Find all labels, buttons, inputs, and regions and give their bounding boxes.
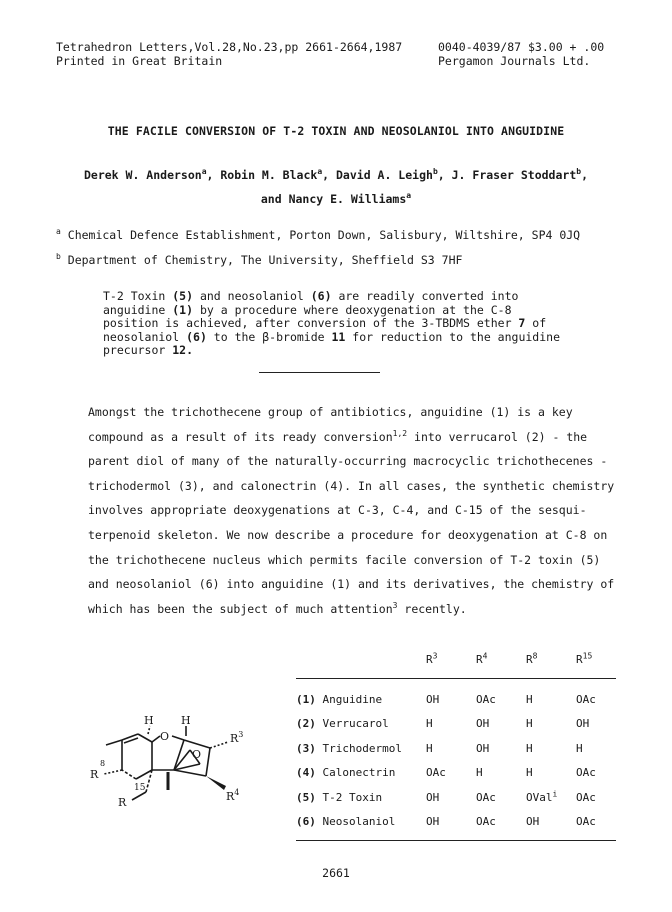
r15-cell: OAc: [576, 766, 596, 780]
compound-cell: (4) Calonectrin: [296, 766, 396, 780]
ring-oxygen-label: O: [160, 730, 170, 743]
compound-ref: 11: [331, 329, 346, 344]
r4-cell: OAc: [476, 790, 496, 804]
hydrogen-label: H: [181, 714, 191, 727]
author-separator: ,: [322, 168, 336, 182]
substituent-table: [296, 640, 616, 841]
r4-cell: OH: [476, 717, 490, 731]
r8-superscript: 8: [100, 759, 106, 768]
issn-price: 0040-4039/87 $3.00 + .00: [438, 40, 605, 54]
affiliation-a: [56, 228, 580, 242]
author-name: and Nancy E. Williams: [260, 192, 407, 206]
r15-cell: OAc: [576, 815, 596, 829]
hydrogen-label: H: [144, 714, 154, 727]
epoxide-oxygen-label: O: [192, 748, 202, 761]
reference-mark: 1,2: [392, 428, 408, 438]
publisher: Pergamon Journals Ltd.: [438, 54, 591, 68]
r8-cell: OH: [526, 815, 540, 829]
table-header-blank: [296, 640, 426, 679]
body-text: Amongst the trichothecene group of antibiotics, anguidine (1) is a key compound as a result of its ready conversion$^{1,2}$ into verrucarol (2) - the parent diol of many of the naturally-occurring macrocyclic trichothecenes - trichodermol (3), and calonectrin (4). In all cases, the synthetic chemistry involves appropriate deoxygenations at C-3, C-4, and C-15 of the sesqui-terpenoid skeleton. We now describe a procedure for deoxygenation at C-8 on the trichothecene nucleus which permits facile conversion of T-2 toxin (5) and neosolaniol (6) into anguidine (1) and its derivatives, the chemistry of which has been the subject of much attention$^3$ recently.: [88, 405, 615, 616]
compound-ref: (1): [172, 302, 194, 317]
compound-cell: (1) Anguidine: [296, 692, 383, 706]
author-affil-mark: b: [576, 167, 582, 177]
author-name: Robin M. Black: [220, 168, 318, 182]
r8-cell: H: [526, 741, 533, 755]
table-row: [296, 810, 616, 835]
compound-ref: (6): [310, 289, 332, 303]
table-rule-row: [296, 679, 616, 688]
author-line-2: [0, 192, 672, 206]
table-row: [296, 761, 616, 786]
author-separator: ,: [437, 168, 452, 182]
r4-cell: OH: [476, 741, 490, 755]
r8-label: R: [90, 768, 99, 781]
r3-cell: H: [426, 717, 433, 731]
r8-cell: H: [526, 717, 533, 731]
table-row: [296, 712, 616, 737]
r3-cell: OH: [426, 692, 440, 706]
author-affil-mark: a: [317, 167, 323, 177]
table-row: [296, 687, 616, 712]
affiliation-text: Chemical Defence Establishment, Porton Down, Salisbury, Wiltshire, SP4 0JQ: [67, 228, 581, 242]
reference-mark: 3: [392, 600, 398, 610]
body-paragraph: [60, 400, 620, 621]
r8-cell: H: [526, 692, 533, 706]
c15-label: 15: [134, 783, 146, 793]
r3-cell: OH: [426, 790, 440, 804]
affiliation-mark: a: [56, 227, 61, 237]
compound-cell: (3) Trichodermol: [296, 741, 402, 755]
abstract-text: T-2 Toxin (5) and neosolaniol (6) are readily converted into anguidine (1) by a procedure where deoxygenation at the C-8 position is achieved, after conversion of the 3-TBDMS ether 7 of neosolaniol (6) to the β-bromide 11 for reduction to the anguidine precursor 12.: [103, 289, 560, 357]
table-row: [296, 785, 616, 810]
section-divider: [259, 372, 380, 373]
affiliation-b: [56, 253, 462, 267]
compound-cell: (6) Neosolaniol: [296, 815, 396, 829]
compound-ref: (5): [172, 289, 194, 303]
page-number: 2661: [322, 866, 350, 880]
table-row: [296, 736, 616, 761]
compound-cell: (5) T-2 Toxin: [296, 790, 383, 804]
r3-label: $R^3$: [230, 730, 244, 745]
table-header-r4: $R^4$: [476, 650, 488, 666]
printed-in: Printed in Great Britain: [56, 54, 223, 68]
author-name: Derek W. Anderson: [83, 168, 202, 182]
r8-cell: H: [526, 766, 533, 780]
trichothecene-structure: [88, 712, 288, 832]
r4-label: $R^4$: [226, 788, 240, 803]
r4-cell: OAc: [476, 815, 496, 829]
author-separator: ,: [206, 168, 221, 182]
r15-cell: OAc: [576, 692, 596, 706]
table-header-row: [296, 640, 616, 679]
r8-cell: OVal$^i$: [526, 789, 558, 804]
compound-ref: 12.: [172, 343, 194, 357]
compound-ref: 7: [518, 316, 526, 330]
journal-citation: Tetrahedron Letters,Vol.28,No.23,pp 2661-2664,1987: [56, 40, 403, 54]
r3-cell: OH: [426, 815, 440, 829]
table-bottom-rule-row: [296, 834, 616, 841]
paper-title: THE FACILE CONVERSION OF T-2 TOXIN AND NEOSOLANIOL INTO ANGUIDINE: [107, 124, 565, 138]
author-name: J. Fraser Stoddart: [451, 168, 577, 182]
abstract: [103, 290, 573, 358]
author-line-1: [0, 168, 672, 182]
affiliation-text: Department of Chemistry, The University, Sheffield S3 7HF: [67, 253, 463, 267]
r15-cell: H: [576, 741, 583, 755]
r3-cell: OAc: [426, 766, 446, 780]
r15-label: R: [118, 796, 127, 809]
compound-cell: (2) Verrucarol: [296, 717, 389, 731]
table-header-r3: $R^3$: [426, 650, 438, 666]
compound-ref: (6): [186, 329, 207, 344]
author-affil-mark: a: [406, 191, 412, 201]
table-header-r8: $R^8$: [526, 650, 538, 666]
affiliation-mark: b: [56, 252, 61, 262]
r15-cell: OAc: [576, 790, 596, 804]
table-header-r15: $R^{15}$: [576, 650, 593, 666]
r4-cell: H: [476, 766, 483, 780]
r15-cell: OH: [576, 717, 590, 731]
r4-cell: OAc: [476, 692, 496, 706]
author-name: David A. Leigh: [336, 168, 433, 182]
author-affil-mark: a: [201, 167, 207, 177]
author-affil-mark: b: [432, 167, 438, 177]
r3-cell: H: [426, 741, 433, 755]
author-separator: ,: [581, 168, 589, 182]
